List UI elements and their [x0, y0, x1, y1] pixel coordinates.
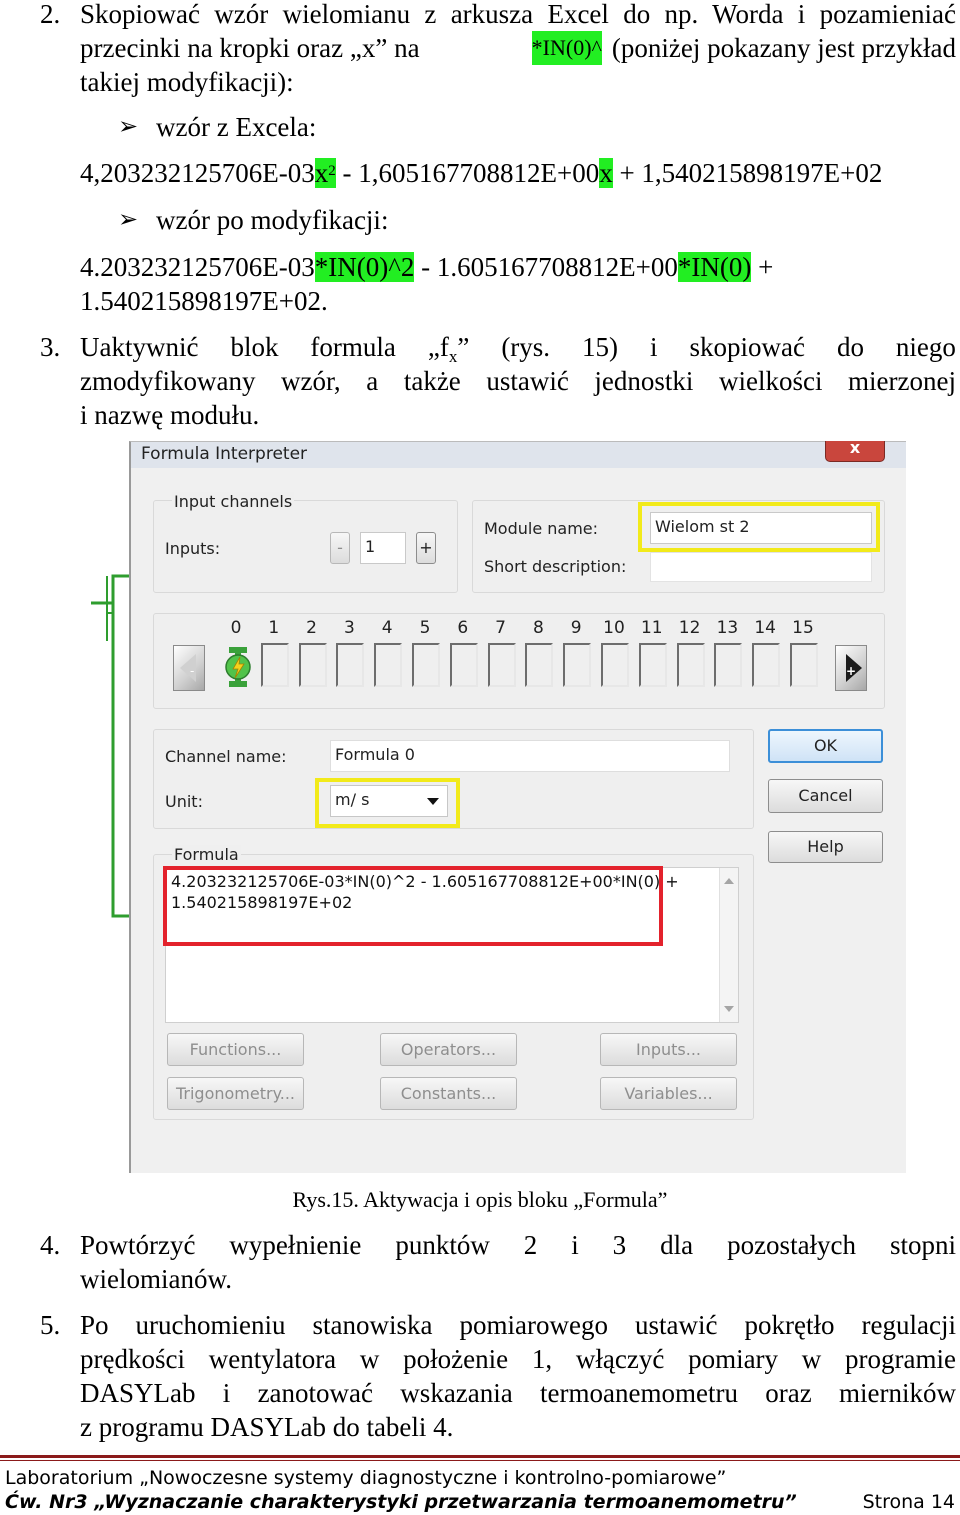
step-3-line-2: zmodyfikowany wzór, a także ustawić jednostki wielkości mierzonej	[80, 366, 956, 396]
step-3-w2: blok	[230, 332, 279, 362]
ok-button[interactable]: OK	[768, 729, 883, 763]
scroll-left-sign: -	[190, 664, 195, 678]
channel-number-5: 5	[419, 618, 431, 638]
inputs-decrement-button[interactable]: -	[330, 532, 350, 564]
step-5-number: 5.	[40, 1310, 61, 1340]
channel-number-7: 7	[495, 618, 506, 638]
excel-x: x	[314, 158, 329, 188]
excel-formula-part-1: 4,203232125706E-03	[80, 158, 315, 188]
inputs-button[interactable]: Inputs...	[600, 1033, 737, 1066]
channel-number-6: 6	[457, 618, 469, 638]
formula-text-line-2: 1.540215898197E+02	[171, 893, 353, 912]
channel-slot-3[interactable]	[336, 643, 364, 687]
fx-subscript: x	[448, 347, 458, 366]
modified-formula-line-2: 1.540215898197E+02.	[80, 286, 328, 316]
scroll-left-button[interactable]	[173, 645, 205, 691]
bullet-modified-label: wzór po modyfikacji:	[156, 205, 389, 235]
functions-button[interactable]: Functions...	[167, 1033, 304, 1066]
step-3-fx: $„f_x$”	[427, 332, 470, 366]
inputs-increment-button[interactable]: +	[416, 532, 436, 564]
operators-button[interactable]: Operators...	[380, 1033, 517, 1066]
channel-slot-11[interactable]	[639, 643, 667, 687]
channel-slot-1[interactable]	[261, 643, 289, 687]
footer-lab-title: Laboratorium „Nowoczesne systemy diagnostyczne i kontrolno-pomiarowe”	[5, 1467, 727, 1489]
footer-page-number: Strona 14	[862, 1491, 955, 1513]
channel-number-2: 2	[306, 618, 317, 638]
step-3-w5: (rys.	[501, 332, 551, 362]
channel-number-3: 3	[343, 618, 355, 638]
channel-slot-10[interactable]	[601, 643, 629, 687]
mod-part-3: +	[751, 252, 774, 282]
channel-slot-12[interactable]	[677, 643, 705, 687]
channel-number-4: 4	[381, 618, 393, 638]
arrow-bullet-icon-2: ➢	[118, 207, 139, 233]
step-2-line-2-tail: (poniżej pokazany jest przykład	[611, 33, 956, 63]
channel-slot-14[interactable]	[752, 643, 780, 687]
channel-name-field[interactable]: Formula 0	[330, 740, 730, 772]
step-2-line-3: takiej modyfikacji):	[80, 67, 294, 97]
channel-number-9: 9	[570, 618, 582, 638]
channel-slot-13[interactable]	[714, 643, 742, 687]
trigonometry-button[interactable]: Trigonometry...	[167, 1077, 304, 1110]
step-3-number: 3.	[40, 332, 61, 362]
step-2-line-1: Skopiować wzór wielomianu z arkusza Excel do np. Worda i pozamieniać	[80, 0, 956, 29]
step-3-w9: do	[836, 332, 864, 362]
step-4-line-2: wielomianów.	[80, 1264, 232, 1294]
unit-highlight-box	[315, 778, 460, 828]
modified-formula-line-1	[80, 250, 773, 284]
footer-rule	[0, 1455, 960, 1458]
channel-slot-9[interactable]	[563, 643, 591, 687]
channel-number-12: 12	[678, 618, 701, 638]
formula-highlight-box	[163, 866, 663, 946]
formula-text-line-1: 4.203232125706E-03*IN(0)^2 - 1.605167708812E+00*IN(0) +	[171, 872, 679, 891]
close-button[interactable]: x	[825, 441, 885, 462]
scroll-right-sign: +	[846, 664, 857, 678]
channel-slot-5[interactable]	[412, 643, 440, 687]
dialog-titlebar	[131, 442, 906, 468]
channel-number-15: 15	[792, 618, 814, 638]
step-2-line-2-text: przecinki na kropki oraz „x” na	[80, 33, 420, 63]
step-4-number: 4.	[40, 1230, 61, 1260]
active-channel-icon[interactable]	[221, 647, 255, 687]
channel-slot-15[interactable]	[790, 643, 818, 687]
step-3-line-3: i nazwę modułu.	[80, 400, 260, 430]
dialog-title: Formula Interpreter	[141, 444, 308, 464]
step-5-line-1: Po uruchomieniu stanowiska pomiarowego ustawić pokrętło regulacji	[80, 1310, 956, 1340]
unit-label: Unit:	[165, 792, 203, 811]
module-name-field[interactable]: Wielom st 2	[650, 512, 872, 544]
step-5-line-2: prędkości wentylatora w położenie 1, włączyć pomiary w programie	[80, 1344, 956, 1374]
footer-exercise-title: Ćw. Nr3 „Wyznaczanie charakterystyki przetwarzania termoanemometru”	[5, 1491, 797, 1513]
step-3-w8: skopiować	[689, 332, 805, 362]
scroll-up-icon[interactable]	[724, 878, 734, 884]
channel-name-label: Channel name:	[165, 747, 287, 766]
channel-number-8: 8	[532, 618, 544, 638]
step-3-line-1	[80, 330, 956, 368]
formula-scrollbar[interactable]	[719, 868, 738, 1022]
channel-slot-2[interactable]	[299, 643, 327, 687]
step-3-w3: formula	[310, 332, 396, 362]
short-description-field[interactable]	[650, 552, 872, 582]
constants-button[interactable]: Constants...	[380, 1077, 517, 1110]
help-button[interactable]: Help	[768, 831, 883, 863]
scroll-right-button[interactable]	[835, 645, 867, 691]
short-description-label: Short description:	[484, 557, 627, 576]
channel-number-0: 0	[230, 618, 242, 638]
arrow-bullet-icon: ➢	[118, 114, 139, 140]
formula-interpreter-screenshot	[91, 441, 906, 1173]
input-channels-label: Input channels	[174, 492, 293, 511]
worksheet-strip	[91, 441, 129, 1173]
excel-formula-part-2: - 1,605167708812E+00	[335, 158, 600, 188]
footer-rule-thin	[0, 1460, 960, 1461]
step-5-line-4: z programu DASYLab do tabeli 4.	[80, 1412, 454, 1442]
variables-button[interactable]: Variables...	[600, 1077, 737, 1110]
in0-highlight: *IN(0)^	[532, 31, 602, 65]
excel-exponent: 2	[328, 163, 336, 179]
excel-formula-part-3: + 1,540215898197E+02	[612, 158, 883, 188]
channel-slot-8[interactable]	[525, 643, 553, 687]
connection-lines	[91, 441, 129, 1173]
figure-caption: Rys.15. Aktywacja i opis bloku „Formula”	[292, 1187, 668, 1212]
module-name-highlight-box	[638, 502, 880, 552]
channel-number-11: 11	[640, 618, 663, 638]
step-3-w7: i	[650, 332, 658, 362]
channel-number-10: 10	[603, 618, 625, 638]
inputs-label: Inputs:	[165, 539, 221, 558]
channel-number-14: 14	[754, 618, 776, 638]
channel-slot-4[interactable]	[374, 643, 402, 687]
step-4-line-1: Powtórzyć wypełnienie punktów 2 i 3 dla pozostałych stopni	[80, 1230, 956, 1260]
mod-part-2: - 1.605167708812E+00	[414, 252, 678, 282]
module-name-label: Module name:	[484, 519, 599, 538]
step-2-number: 2.	[40, 0, 61, 29]
scroll-down-icon[interactable]	[724, 1006, 734, 1012]
formula-interpreter-dialog	[129, 441, 906, 1173]
mod-highlight-2: *IN(0)	[677, 252, 752, 282]
excel-x-highlight	[315, 158, 336, 188]
channel-slot-6[interactable]	[450, 643, 478, 687]
unit-value: m/ s	[335, 790, 370, 809]
channel-slot-7[interactable]	[488, 643, 516, 687]
step-2-line-2	[80, 31, 956, 65]
input-channels-group	[153, 492, 458, 593]
channel-number-13: 13	[716, 618, 739, 638]
step-3-w10: niego	[895, 332, 956, 362]
step-3-w6: 15)	[582, 332, 619, 362]
mod-highlight-1: *IN(0)^2	[314, 252, 415, 282]
step-3-w1: Uaktywnić	[80, 332, 199, 362]
formula-label: Formula	[174, 845, 239, 864]
bullet-excel-label: wzór z Excela:	[156, 112, 317, 142]
step-5-line-3: DASYLab i zanotować wskazania termoanemometru oraz mierników	[80, 1378, 956, 1408]
inputs-count-field[interactable]: 1	[360, 532, 406, 564]
channel-number-1: 1	[268, 618, 280, 638]
mod-part-1: 4.203232125706E-03	[80, 252, 315, 282]
excel-x2-highlight: x	[599, 158, 613, 188]
cancel-button[interactable]: Cancel	[768, 779, 883, 813]
excel-formula	[80, 156, 882, 190]
